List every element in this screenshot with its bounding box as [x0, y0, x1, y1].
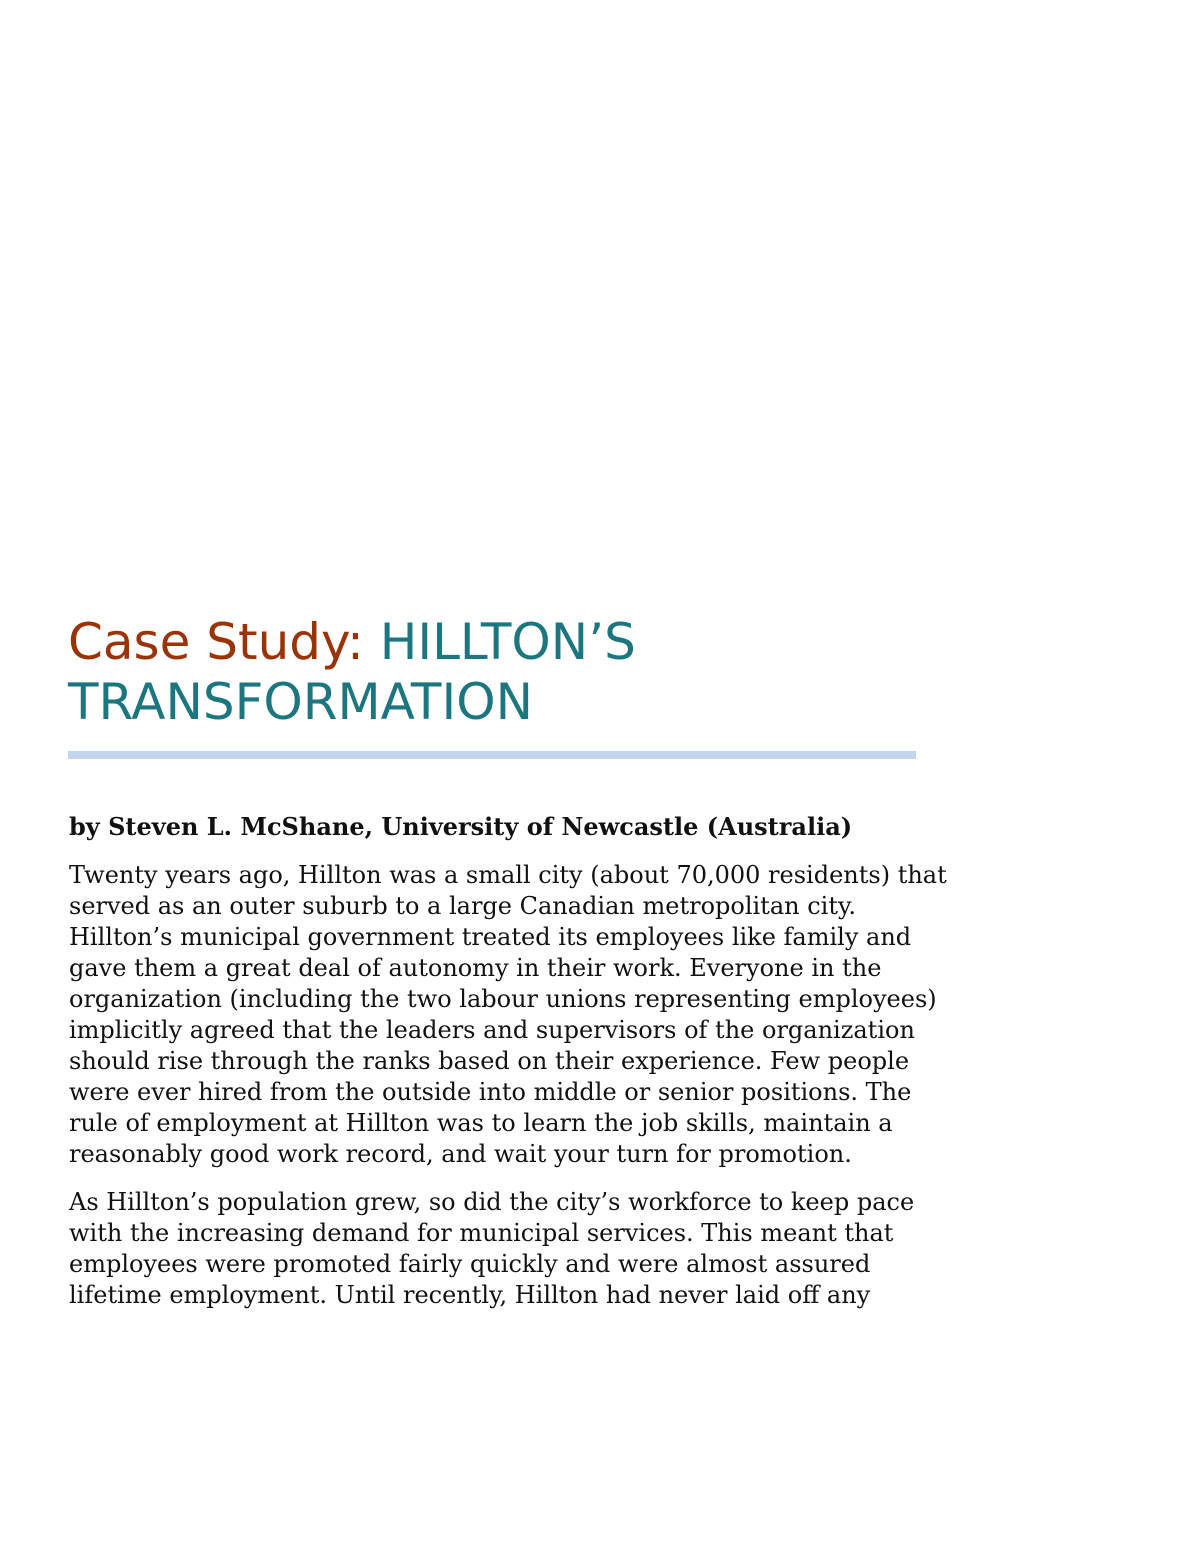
paragraph-line: served as an outer suburb to a large Canadian metropolitan city.	[69, 892, 856, 920]
title-underline-rule	[68, 751, 916, 759]
body-paragraph-1	[69, 860, 969, 1170]
paragraph-line: lifetime employment. Until recently, Hillton had never laid off any	[69, 1281, 871, 1309]
paragraph-line: were ever hired from the outside into middle or senior positions. The	[69, 1078, 912, 1106]
paragraph-line: gave them a great deal of autonomy in their work. Everyone in the	[69, 954, 882, 982]
paragraph-line: rule of employment at Hillton was to learn the job skills, maintain a	[69, 1109, 893, 1137]
author-byline: by Steven L. McShane, University of Newcastle (Australia)	[69, 812, 853, 841]
paragraph-line: implicitly agreed that the leaders and supervisors of the organization	[69, 1016, 915, 1044]
title-main: HILLTON’S TRANSFORMATION	[68, 613, 636, 731]
page-title	[68, 612, 928, 732]
paragraph-line: employees were promoted fairly quickly and were almost assured	[69, 1250, 871, 1278]
paragraph-line: As Hillton’s population grew, so did the city’s workforce to keep pace	[69, 1188, 915, 1216]
paragraph-line: reasonably good work record, and wait your turn for promotion.	[69, 1140, 852, 1168]
paragraph-line: organization (including the two labour unions representing employees)	[69, 985, 937, 1013]
paragraph-line: Twenty years ago, Hillton was a small city (about 70,000 residents) that	[69, 861, 947, 889]
paragraph-line: Hillton’s municipal government treated its employees like family and	[69, 923, 912, 951]
paragraph-line: with the increasing demand for municipal services. This meant that	[69, 1219, 894, 1247]
title-prefix: Case Study:	[68, 613, 380, 671]
paragraph-line: should rise through the ranks based on their experience. Few people	[69, 1047, 910, 1075]
body-paragraph-2	[69, 1187, 969, 1311]
